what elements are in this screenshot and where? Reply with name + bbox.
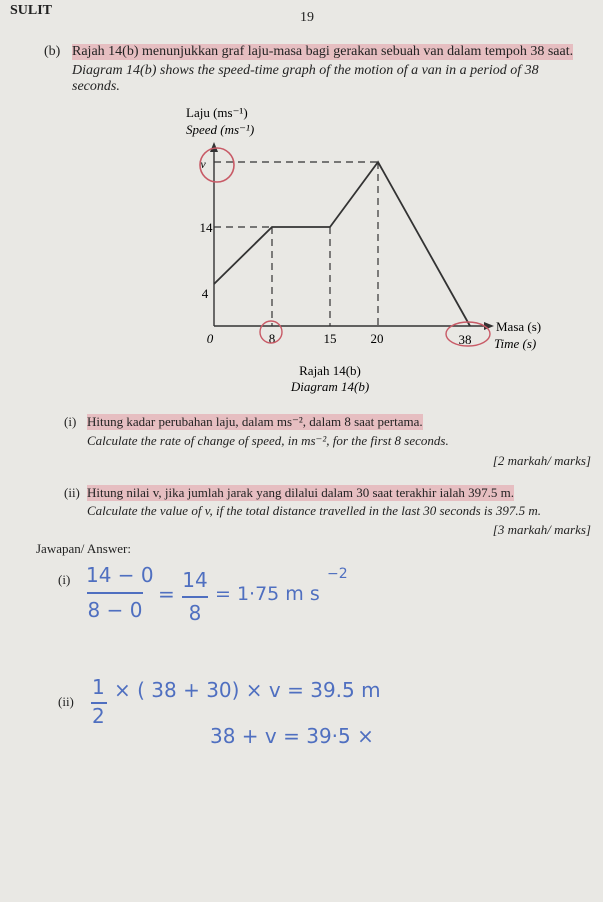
y-tick-4: 4	[201, 286, 209, 301]
part-i-marks: [2 markah/ marks]	[492, 453, 591, 468]
answer-heading-text: Jawapan/ Answer:	[36, 541, 131, 556]
part-ii-marks: [3 markah/ marks]	[492, 522, 591, 537]
x-tick-38: 38	[458, 332, 472, 347]
y-label-malay: Laju (ms⁻¹)	[186, 105, 248, 120]
y-label-english: Speed (ms⁻¹)	[186, 122, 255, 137]
answer-ii-label: (ii)	[58, 694, 74, 709]
speed-time-graph	[0, 0, 603, 400]
answer-i-fracbar1	[87, 592, 143, 594]
speed-line	[214, 162, 470, 326]
answer-i-num1: 14 − 0	[86, 563, 154, 587]
part-i-label: (i)	[64, 414, 77, 429]
page-number: 19	[300, 10, 314, 25]
x-tick-15: 15	[323, 331, 337, 346]
x-label-english: Time (s)	[494, 336, 537, 351]
caption-english: Diagram 14(b)	[290, 379, 370, 394]
question-english-line2: seconds.	[72, 79, 120, 94]
question-malay: Rajah 14(b) menunjukkan graf laju-masa bagi gerakan sebuah van dalam tempoh 38 saat.	[72, 44, 574, 59]
x-tick-8: 8	[268, 331, 276, 346]
answer-i-den2: 8	[188, 601, 202, 625]
answer-ii-line2: 38 + v = 39·5 ×	[210, 724, 374, 748]
y-tick-14: 14	[199, 220, 213, 235]
answer-i-num2: 14	[182, 568, 208, 592]
answer-ii-half-num: 1	[92, 675, 105, 699]
question-english-line1: Diagram 14(b) shows the speed-time graph of the motion of a van in a period of 38	[72, 63, 539, 78]
answer-ii-half-den: 2	[92, 704, 105, 728]
y-axis-arrow	[210, 142, 218, 152]
answer-i-exponent: −2	[327, 566, 348, 582]
part-ii-english: Calculate the value of v, if the total distance travelled in the last 30 seconds is 397.5 m.	[87, 503, 541, 518]
caption-malay: Rajah 14(b)	[299, 363, 361, 378]
header-sulit: SULIT	[10, 3, 53, 18]
answer-i-eq1: =	[158, 582, 175, 606]
answer-i-result: = 1·75 m s	[215, 583, 320, 605]
question-label: (b)	[44, 44, 61, 59]
answer-ii-line1: × ( 38 + 30) × v = 39.5 m	[114, 678, 381, 702]
part-i-english: Calculate the rate of change of speed, in ms⁻², for the first 8 seconds.	[87, 433, 449, 448]
part-i-malay: Hitung kadar perubahan laju, dalam ms⁻², dalam 8 saat pertama.	[87, 414, 423, 429]
answer-i-den1: 8 − 0	[87, 598, 143, 622]
answer-i-label: (i)	[58, 572, 71, 587]
x-tick-0: 0	[206, 331, 214, 346]
x-label-malay: Masa (s)	[496, 319, 542, 334]
x-tick-20: 20	[370, 331, 384, 346]
part-ii-label: (ii)	[64, 485, 80, 500]
part-ii-malay: Hitung nilai v, jika jumlah jarak yang dilalui dalam 30 saat terakhir ialah 397.5 m.	[87, 485, 514, 500]
answer-heading	[36, 541, 131, 557]
y-tick-v: v	[200, 157, 206, 171]
answer-i-fracbar2	[182, 596, 208, 598]
